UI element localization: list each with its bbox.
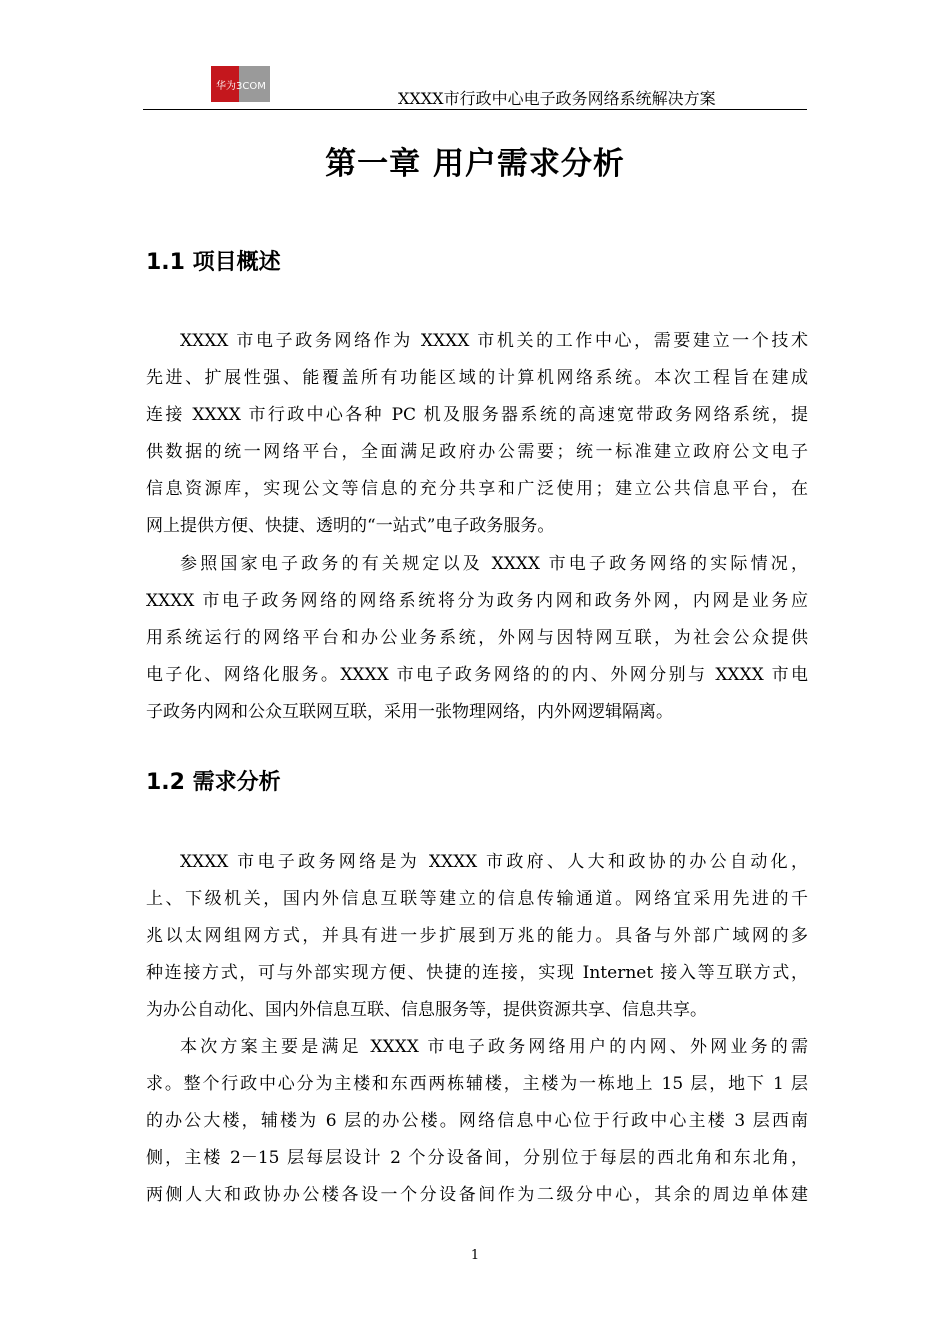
section-heading-1-2: 1.2 需求分析 (146, 770, 281, 795)
text-line: 上、下级机关，国内外信息互联等建立的信息传输通道。网络宜采用先进的千 (146, 889, 808, 909)
text-line: 为办公自动化、国内外信息互联、信息服务等，提供资源共享、信息共享。 (146, 1000, 707, 1020)
text-line: 两侧人大和政协办公楼各设一个分设备间作为二级分中心，其余的周边单体建 (146, 1185, 808, 1205)
chapter-title: 第一章 用户需求分析 (325, 146, 625, 182)
paragraph-requirements-1 (146, 844, 808, 1029)
text-line: 信息资源库，实现公文等信息的充分共享和广泛使用；建立公共信息平台，在 (146, 479, 808, 499)
text-line: XXXX 市电子政务网络作为 XXXX 市机关的工作中心，需要建立一个技术 (180, 331, 808, 351)
text-line: 侧，主楼 2－15 层每层设计 2 个分设备间，分别位于每层的西北角和东北角， (146, 1148, 808, 1168)
text-line: 参照国家电子政务的有关规定以及 XXXX 市电子政务网络的实际情况， (180, 554, 808, 574)
paragraph-requirements-2 (146, 1029, 808, 1214)
page-number: 1 (470, 1248, 480, 1263)
text-line: 求。整个行政中心分为主楼和东西两栋辅楼，主楼为一栋地上 15 层，地下 1 层 (146, 1074, 808, 1094)
text-line: 种连接方式，可与外部实现方便、快捷的连接，实现 Internet 接入等互联方式， (146, 963, 808, 983)
company-logo (211, 66, 270, 102)
text-line: 用系统运行的网络平台和办公业务系统，外网与因特网互联，为社会公众提供 (146, 628, 808, 648)
text-line: 先进、扩展性强、能覆盖所有功能区域的计算机网络系统。本次工程旨在建成 (146, 368, 808, 388)
text-line: 的办公大楼，辅楼为 6 层的办公楼。网络信息中心位于行政中心主楼 3 层西南 (146, 1111, 808, 1131)
text-line: 子政务内网和公众互联网互联，采用一张物理网络，内外网逻辑隔离。 (146, 702, 673, 722)
running-header-title: XXXX市行政中心电子政务网络系统解决方案 (398, 89, 716, 108)
text-line: XXXX 市电子政务网络是为 XXXX 市政府、人大和政协的办公自动化， (180, 852, 808, 872)
logo-text: 华为3COM (216, 81, 266, 92)
paragraph-overview-1 (146, 323, 808, 545)
text-line: 兆以太网组网方式，并具有进一步扩展到万兆的能力。具备与外部广域网的多 (146, 926, 808, 946)
text-line: 连接 XXXX 市行政中心各种 PC 机及服务器系统的高速宽带政务网络系统，提 (146, 405, 808, 425)
text-line: 电子化、网络化服务。XXXX 市电子政务网络的的内、外网分别与 XXXX 市电 (146, 665, 808, 685)
text-line: XXXX 市电子政务网络的网络系统将分为政务内网和政务外网，内网是业务应 (146, 591, 808, 611)
header-rule (143, 109, 807, 110)
text-line: 本次方案主要是满足 XXXX 市电子政务网络用户的内网、外网业务的需 (180, 1037, 808, 1057)
paragraph-overview-2 (146, 546, 808, 731)
text-line: 网上提供方便、快捷、透明的“一站式”电子政务服务。 (146, 516, 555, 536)
section-heading-1-1: 1.1 项目概述 (146, 250, 281, 275)
text-line: 供数据的统一网络平台，全面满足政府办公需要；统一标准建立政府公文电子 (146, 442, 808, 462)
